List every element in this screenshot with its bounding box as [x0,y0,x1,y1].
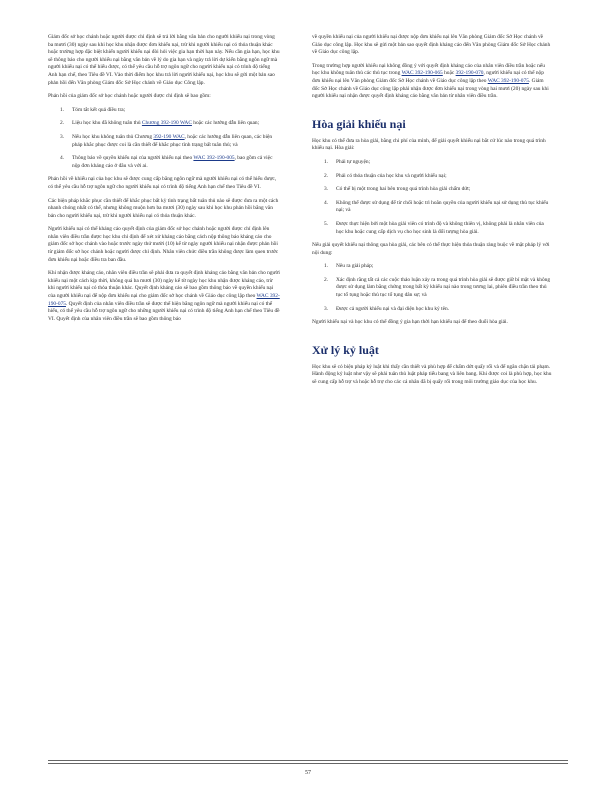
list-item: 5. Được thực hiện bởi một hòa giải viên có trình độ và không thiên vị, không phải là nhân viên của học khu hoặc cung cấp dịch vụ cho học sinh là đối tượng hòa giải. [324,220,544,235]
numbered-list [48,107,280,171]
footer-rule [48,760,568,761]
footer-rule [48,763,568,764]
list-item: 1. Phải tự nguyện; [324,158,371,165]
paragraph: Các biện pháp khắc phục cần thiết để khắc phục bất kỳ tình trạng bất tuân thủ nào sẽ được đưa ra một cách nhanh chóng nhất có thể, nhưng không muộn hơn ba mươi (30) ngày sau khi học khu phản hồi bằng văn bản cho người khiếu nại, trừ khi người khiếu nại có thỏa thuận khác. [48,197,279,219]
paragraph: Giám đốc sở học chánh hoặc người được chỉ định sẽ trả lời bằng văn bản cho người khiếu nại trong vòng ba mươi (30) ngày sau khi học khu nhận được đơn khiếu nại, trừ khi người khiếu nại có thỏa thuận khác hoặc trường hợp đặc biệt khiến người khiếu nại đòi hỏi việc gia hạn thời hạn này. Nếu cần gia hạn, học khu sẽ thông báo cho người khiếu nại bằng văn bản về lý do gia hạn và ngày trả lời dự kiến bằng ngôn ngữ mà người khiếu nại có thể hiểu được, có thể yêu cầu hỗ trợ ngôn ngữ cho người khiếu nại có trình độ tiếng Anh hạn chế, theo Tiêu đề VI. Vào thời điểm học khu trả lời người khiếu nại, học khu sẽ gửi một bản sao phản hồi đến Văn phòng Giám đốc Sở Học chánh về Giáo dục Công lập. [48,34,280,86]
wac-link[interactable]: WAC 392-190-005 [193,155,235,162]
section-heading-discipline: Xử lý kỷ luật [312,342,379,357]
list-item: 1. Nêu ra giải pháp; [324,263,374,270]
paragraph: Học khu sẽ có biện pháp kỷ luật khi thấy cần thiết và phù hợp để chấm dứt quấy rối và để ngăn chặn tái phạm. Hành động kỷ luật như vậy sẽ phải tuân thủ luật pháp tiểu bang và liên bang. Khi được coi là phù hợp, học khu sẽ cung cấp hỗ trợ và hoặc hỗ trợ cho các cá nhân đã bị quấy rối trong môi trường giáo dục của học khu. [312,363,552,386]
paragraph: Khi nhận được kháng cáo, nhân viên điều trần sẽ phải đưa ra quyết định kháng cáo bằng văn bản cho người khiếu nại một cách kịp thời, không quá ba mươi (30) ngày kể từ ngày học khu nhận được kháng cáo, trừ khi người khiếu nại có thỏa thuận khác. Quyết định kháng cáo sẽ bao gồm thông báo về quyền khiếu nại của người khiếu nại để nộp đơn khiếu nại cho giám đốc sở học chánh về Giáo dục công lập theo WAC 392-190-075. Quyết định của nhân viên điều trần sẽ được thể hiện bằng ngôn ngữ mà người khiếu nại có thể hiểu, có thể yêu cầu hỗ trợ ngôn ngữ cho những người khiếu nại có trình độ tiếng Anh hạn chế theo Tiêu đề VI. Quyết định của nhân viên điều trần sẽ bao gồm thông báo [48,270,280,322]
left-column [48,34,280,329]
list-item: 2. Xác định rằng tất cả các cuộc thảo luận xảy ra trong quá trình hòa giải sẽ được giữ bí mật và không được sử dụng làm bằng chứng trong bất kỳ khiếu nại nào trong tương lai, phiên điều trần theo thủ tục tố tụng hoặc thủ tục tố tụng dân sự; và [324,276,551,299]
list-item: 2. Phải có thỏa thuận của học khu và người khiếu nại; [324,172,447,179]
paragraph: Phản hồi về khiếu nại của học khu sẽ được cung cấp bằng ngôn ngữ mà người khiếu nại có thể hiểu được, có thể yêu cầu hỗ trợ ngôn ngữ cho người khiếu nại có trình độ tiếng Anh hạn chế theo Tiêu đề VI. [48,176,277,190]
section-heading-mediation: Hòa giải khiếu nại [312,116,406,131]
list-item: 3. Được cả người khiếu nại và đại diện học khu ký tên. [324,305,450,312]
paragraph: Trong trường hợp người khiếu nại không đồng ý với quyết định kháng cáo của nhân viên điều trần hoặc nếu học khu không tuân thủ các thủ tục trong WAC 392-190-065 hoặc 392-190-070, người khiếu nại có thể nộp đơn khiếu nại lên Văn phòng Giám đốc Sở Học chánh về Giáo dục công lập theo WAC 392-190-075. Giám đốc Sở Học chánh về Giáo dục công lập phải nhận được đơn khiếu nại trong vòng hai mươi (20) ngày sau khi người khiếu nại nhận được quyết định kháng cáo bằng văn bản từ nhân viên điều trần. [312,62,549,100]
list-item: 4. Không thể được sử dụng để từ chối hoặc trì hoãn quyền của người khiếu nại sử dụng thủ tục khiếu nại; và [324,199,549,214]
list-item: 3. Nếu học khu không tuân thủ Chương 392-190 WAC, hoặc các hướng dẫn liên quan, các biện pháp khắc phục được coi là cần thiết để khắc phục tình trạng bất tuân thủ; và [60,133,273,148]
paragraph: Học khu có thể đưa ra hòa giải, bằng chi phí của mình, để giải quyết khiếu nại bắt cứ lúc nào trong quá trình khiếu nại. Hòa giải: [312,137,546,152]
wac-link[interactable]: WAC 392-190-065 [401,70,443,77]
list-item: 1. Tóm tắt kết quả điều tra; [60,106,126,113]
wac-link[interactable]: 392-190-070 [455,70,484,77]
list-item: 3. Có thể bị một trong hai bên trong quá trình hòa giải chấm dứt; [324,186,471,193]
paragraph: Người khiếu nại và học khu có thể đồng ý gia hạn thời hạn khiếu nại để theo đuổi hòa giải. [312,319,508,326]
wac-link[interactable]: 392-190 WAC [153,133,185,140]
numbered-list [312,263,552,313]
right-column [312,34,552,393]
paragraph: Phản hồi của giám đốc sở học chánh hoặc người được chỉ định sẽ bao gồm: [48,93,211,100]
numbered-list [312,159,552,236]
paragraph: Nếu giải quyết khiếu nại thông qua hòa giải, các bên có thể thực hiện thỏa thuận ràng buộc về mặt pháp lý với nội dung: [312,242,550,256]
list-item: 2. Liệu học khu đã không tuân thủ Chương 392-190 WAC hoặc các hướng dẫn liên quan; [60,120,260,127]
wac-link[interactable]: WAC 392-190-075 [48,293,280,307]
paragraph: Người khiếu nại có thể kháng cáo quyết định của giám đốc sở học chánh hoặc người được chỉ định lên nhân viên điều trần được học khu chỉ định để xét xử kháng cáo bằng cách nộp thông báo kháng cáo cho giám đốc sở học chánh vào hoặc trước ngày thứ mười (10) kể từ ngày người khiếu nại nhận được phản hồi từ giám đốc sở học chánh hoặc người được chỉ định. Nhân viên chức điều trần không được làm quen trước đơn khiếu nại hoặc điều tra ban đầu. [48,226,279,263]
wac-link[interactable]: Chương 392-190 WAC [141,120,192,127]
page-number: 57 [305,770,311,776]
paragraph: về quyền khiếu nại của người khiếu nại được nộp đơn khiếu nại lên Văn phòng Giám đốc Sở Học chánh về Giáo dục công lập. Học khu sẽ gửi một bản sao quyết định kháng cáo đến Văn phòng Giám đốc Sở Học chánh về Giáo dục công lập. [312,34,551,56]
list-item: 4. Thông báo về quyền khiếu nại của người khiếu nại theo WAC 392-190-005, bao gồm cả việc nộp đơn kháng cáo ở đâu và với ai. [60,155,273,169]
wac-link[interactable]: WAC 392-190-075 [487,77,529,84]
